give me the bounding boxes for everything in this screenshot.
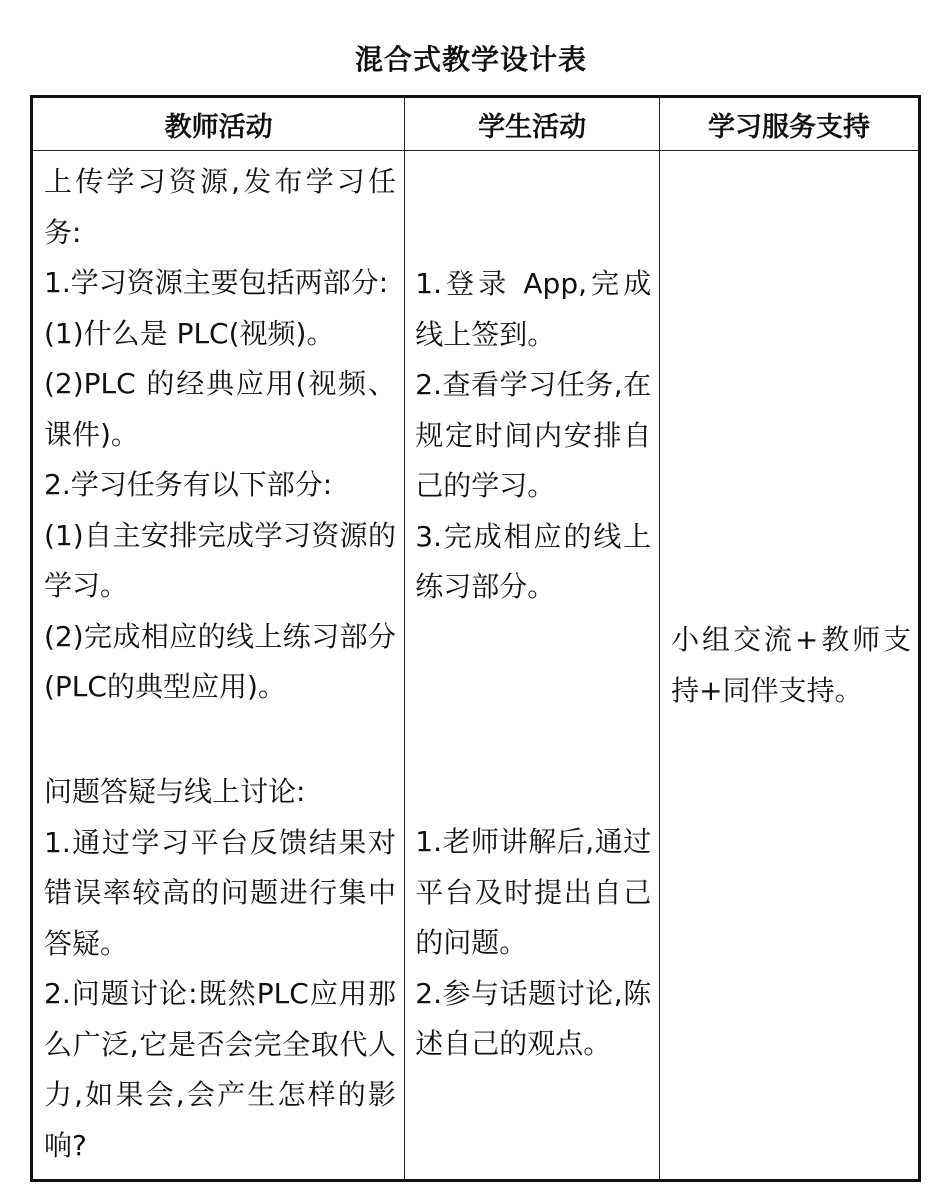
learning-support-cell [660,151,920,1181]
student-activities-online: 1.登录 App,完成线上签到。 2.查看学习任务,在规定时间内安排自己的学习。 3.完成相应的线上练习部分。 [415,267,652,603]
header-learning-support: 学习服务支持 [660,97,920,151]
student-activities-cell [405,151,660,1181]
teacher-activities-upload: 上传学习资源,发布学习任务: 1.学习资源主要包括两部分: (1)什么是 PLC(视频)。 (2)PLC 的经典应用(视频、课件)。 2.学习任务有以下部分: (1)自主安排完成学习资源的学习。 (2)完成相应的线上练习部分(PLC的典型应用)。 [44,165,396,703]
table-title: 混合式教学设计表 [354,43,587,76]
table-header-row [32,97,920,151]
header-student-activities: 学生活动 [405,97,660,151]
teacher-activities-qa: 问题答疑与线上讨论: 1.通过学习平台反馈结果对错误率较高的问题进行集中答疑。 2.问题讨论:既然PLC应用那么广泛,它是否会完全取代人力,如果会,会产生怎样的影响? [44,775,396,1162]
teaching-design-table [30,95,921,1182]
table-body-row [32,151,920,1181]
header-teacher-activities: 教师活动 [32,97,405,151]
student-activities-discussion: 1.老师讲解后,通过平台及时提出自己的问题。 2.参与话题讨论,陈述自己的观点。 [415,825,652,1060]
teacher-activities-cell [32,151,405,1181]
learning-support-text: 小组交流+教师支持+同伴支持。 [671,623,912,707]
